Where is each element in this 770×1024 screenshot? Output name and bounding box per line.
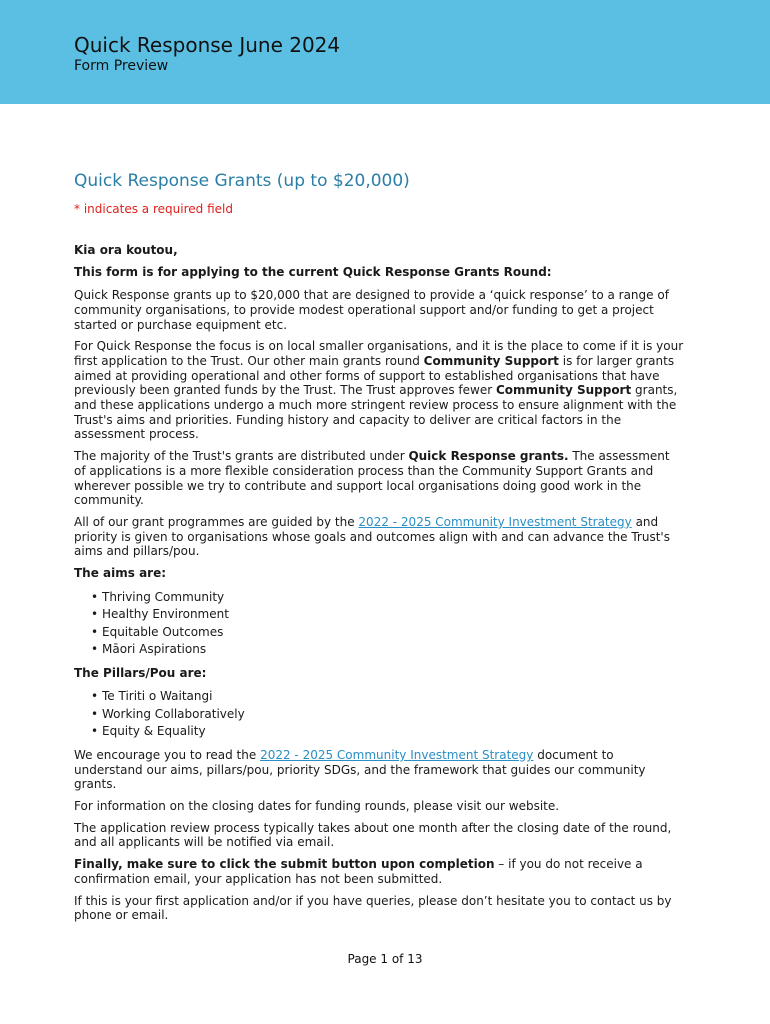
intro-heading: This form is for applying to the current Quick Response Grants Round: xyxy=(74,265,552,280)
list-item: • Te Tiriti o Waitangi xyxy=(102,688,684,706)
paragraph-1: Quick Response grants up to $20,000 that are designed to provide a ‘quick response’ to a range of community organisations, to provide modest operational support and/or funding to get a project started or purchase equipment etc. xyxy=(74,288,669,332)
paragraph-3: The majority of the Trust's grants are distributed under Quick Response grants. The assessment of applications is a more flexible consideration process than the Community Support Grants and wherever possible we try to contribute and support local organisations doing good work in the community. xyxy=(74,449,670,508)
form-title: Quick Response June 2024 xyxy=(74,33,341,57)
strategy-link[interactable]: 2022 - 2025 Community Investment Strategy xyxy=(260,747,534,762)
section-title: Quick Response Grants (up to $20,000) xyxy=(74,171,410,191)
aims-list xyxy=(74,589,684,659)
list-item: • Thriving Community xyxy=(102,589,684,607)
page-number: Page 1 of 13 xyxy=(347,952,423,966)
list-item: • Working Collaboratively xyxy=(102,706,684,724)
list-item: • Healthy Environment xyxy=(102,606,684,624)
page-header xyxy=(0,0,770,104)
paragraph-9: If this is your first application and/or if you have queries, please don’t hesitate you to contact us by phone or email. xyxy=(74,893,672,923)
paragraph-6: For information on the closing dates for funding rounds, please visit our website. xyxy=(74,799,560,814)
greeting: Kia ora koutou, xyxy=(74,242,178,257)
form-subtitle: Form Preview xyxy=(74,58,169,74)
pillars-heading: The Pillars/Pou are: xyxy=(74,665,207,680)
paragraph-7: The application review process typically takes about one month after the closing date of the round, and all applicants will be notified via email. xyxy=(74,820,672,850)
required-field-note: * indicates a required field xyxy=(74,202,233,216)
paragraph-8: Finally, make sure to click the submit button upon completion – if you do not receive a confirmation email, your application has not been submitted. xyxy=(74,857,643,886)
list-item: • Māori Aspirations xyxy=(102,641,684,659)
aims-heading: The aims are: xyxy=(74,566,167,581)
form-content xyxy=(74,170,684,930)
strategy-link[interactable]: 2022 - 2025 Community Investment Strategy xyxy=(358,514,632,529)
paragraph-5: We encourage you to read the 2022 - 2025 Community Investment Strategy document to understand our aims, pillars/pou, priority SDGs, and the framework that guides our community grants. xyxy=(74,747,646,792)
list-item: • Equitable Outcomes xyxy=(102,624,684,642)
paragraph-4: All of our grant programmes are guided by the 2022 - 2025 Community Investment Strategy and priority is given to organisations whose goals and outcomes align with and can advance the Trust's aims and pillars/pou. xyxy=(74,514,670,559)
paragraph-2: For Quick Response the focus is on local smaller organisations, and it is the place to come if it is your first application to the Trust. Our other main grants round Community Support is for larger grants aimed at providing operational and other forms of support to established organisations that have previously been granted funds by the Trust. The Trust approves fewer Community Support grants, and these applications undergo a much more stringent review process to ensure alignment with the Trust's aims and priorities. Funding history and capacity to deliver are critical factors in the assessment process. xyxy=(74,339,684,442)
pillars-list xyxy=(74,688,684,741)
list-item: • Equity & Equality xyxy=(102,723,684,741)
